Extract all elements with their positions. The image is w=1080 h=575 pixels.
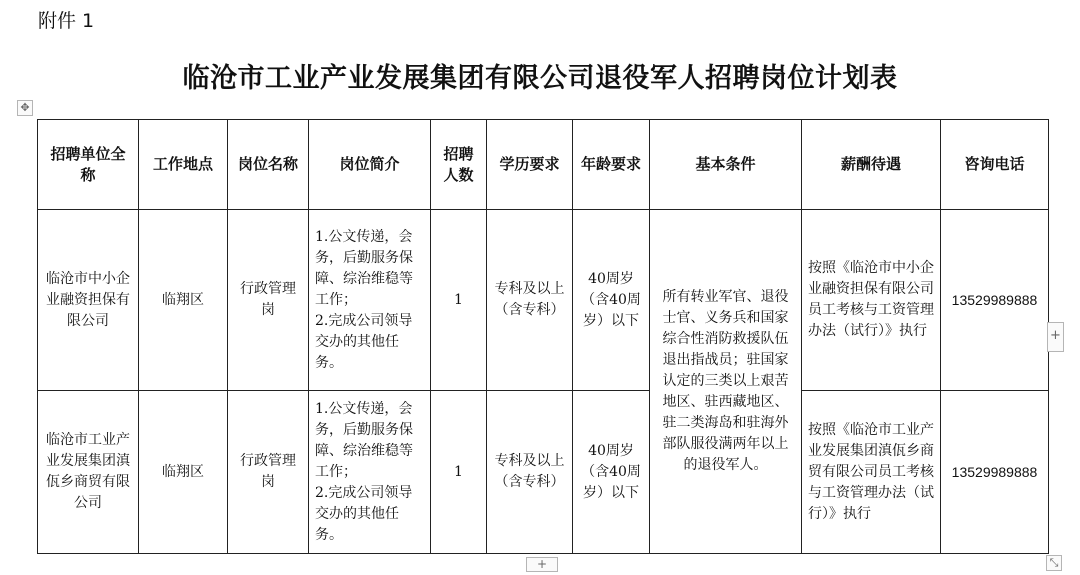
table-row: [38, 391, 1049, 554]
header-unit: 招聘单位全称: [38, 120, 139, 210]
header-age: 年龄要求: [573, 120, 650, 210]
header-phone: 咨询电话: [941, 120, 1049, 210]
header-education: 学历要求: [487, 120, 573, 210]
move-icon[interactable]: ✥: [17, 100, 33, 116]
cell-location: 临翔区: [139, 391, 228, 554]
cell-position: 行政管理岗: [228, 210, 309, 391]
cell-conditions: 所有转业军官、退役士官、义务兵和国家综合性消防救援队伍退出指战员；驻国家认定的三类以上艰苦地区、驻西藏地区、驻二类海岛和驻海外部队服役满两年以上的退役军人。: [650, 210, 802, 554]
header-location: 工作地点: [139, 120, 228, 210]
add-row-icon[interactable]: +: [526, 557, 558, 572]
header-conditions: 基本条件: [650, 120, 802, 210]
cell-age: 40周岁（含40周岁）以下: [573, 391, 650, 554]
cell-education: 专科及以上（含专科）: [487, 391, 573, 554]
cell-phone: 13529989888: [941, 210, 1049, 391]
cell-count: 1: [431, 210, 487, 391]
description-line: 2.完成公司领导交办的其他任务。: [315, 484, 413, 543]
cell-salary: 按照《临沧市工业产业发展集团滇佤乡商贸有限公司员工考核与工资管理办法（试行）》执行: [802, 391, 941, 554]
header-salary: 薪酬待遇: [802, 120, 941, 210]
table-row: [38, 210, 1049, 391]
page-title: 临沧市工业产业发展集团有限公司退役军人招聘岗位计划表: [182, 63, 898, 94]
description-line: 1.公文传递，会务，后勤服务保障、综治维稳等工作；: [315, 228, 413, 308]
cell-unit: 临沧市中小企业融资担保有限公司: [38, 210, 139, 391]
cell-education: 专科及以上（含专科）: [487, 210, 573, 391]
resize-icon[interactable]: ⤡: [1046, 555, 1062, 571]
attachment-label: 附件 1: [38, 10, 95, 32]
cell-position: 行政管理岗: [228, 391, 309, 554]
recruitment-table: [37, 119, 1049, 554]
cell-phone: 13529989888: [941, 391, 1049, 554]
header-row: [38, 120, 1049, 210]
header-description: 岗位简介: [309, 120, 431, 210]
cell-salary: 按照《临沧市中小企业融资担保有限公司员工考核与工资管理办法（试行）》执行: [802, 210, 941, 391]
add-column-icon[interactable]: +: [1047, 322, 1064, 352]
cell-description: [309, 210, 431, 391]
cell-location: 临翔区: [139, 210, 228, 391]
cell-description: [309, 391, 431, 554]
cell-age: 40周岁（含40周岁）以下: [573, 210, 650, 391]
cell-unit: 临沧市工业产业发展集团滇佤乡商贸有限公司: [38, 391, 139, 554]
header-count: 招聘人数: [431, 120, 487, 210]
description-line: 2.完成公司领导交办的其他任务。: [315, 312, 413, 371]
description-line: 1.公文传递，会务，后勤服务保障、综治维稳等工作；: [315, 400, 413, 480]
cell-count: 1: [431, 391, 487, 554]
header-position: 岗位名称: [228, 120, 309, 210]
